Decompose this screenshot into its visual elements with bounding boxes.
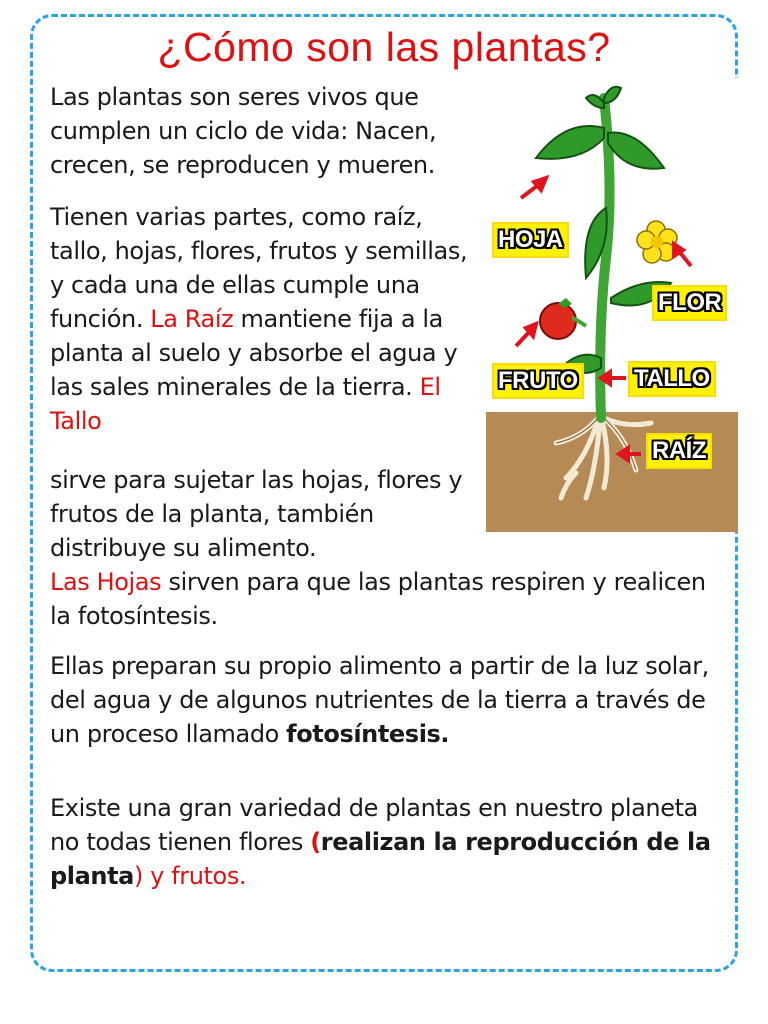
- raiz-description: mantiene fija a la planta al suelo y absorbe el agua y las sales minerales de la tierra.: [50, 305, 458, 401]
- label-raiz: RAÍZ: [646, 433, 712, 469]
- top-text-column: [50, 80, 470, 456]
- bottom-text: [50, 466, 725, 909]
- fruits-text: ) y frutos.: [133, 862, 247, 890]
- hojas-description: sirven para que las plantas respiren y realicen la fotosíntesis.: [50, 568, 706, 630]
- term-raiz: La Raíz: [150, 305, 234, 333]
- paragraph-parts: [50, 200, 470, 438]
- label-flor: FLOR: [652, 285, 727, 321]
- reproduction-text: realizan la reproducción de la planta: [50, 828, 711, 890]
- open-paren: (: [310, 828, 321, 856]
- paragraph-intro: Las plantas son seres vivos que cumplen un ciclo de vida: Nacen, crecen, se reproducen y mueren.: [50, 83, 437, 179]
- parts-intro: Tienen varias partes, como raíz, tallo, hojas, flores, frutos y semillas, y cada una de ellas cumple una función.: [50, 203, 468, 333]
- plant-diagram: [486, 78, 738, 532]
- term-fotosintesis: fotosíntesis.: [286, 720, 450, 748]
- tallo-description: sirve para sujetar las hojas, flores y frutos de la planta, también distribuye su alimento.: [50, 466, 463, 562]
- paragraph-variety: [50, 791, 725, 893]
- page-title: ¿Cómo son las plantas?: [157, 24, 611, 70]
- variety-text: Existe una gran variedad de plantas en nuestro planeta no todas tienen flores: [50, 794, 698, 856]
- soil: [486, 412, 738, 532]
- term-tallo: El Tallo: [50, 373, 441, 435]
- label-fruto: FRUTO: [492, 363, 584, 399]
- term-hojas: Las Hojas: [50, 568, 162, 596]
- photosynthesis-text: Ellas preparan su propio alimento a partir de la luz solar, del agua y de algunos nutrientes de la tierra a través de un proceso llamado: [50, 652, 709, 748]
- paragraph-photosynthesis: [50, 649, 725, 751]
- label-tallo: TALLO: [628, 361, 716, 397]
- label-hoja: HOJA: [492, 222, 569, 258]
